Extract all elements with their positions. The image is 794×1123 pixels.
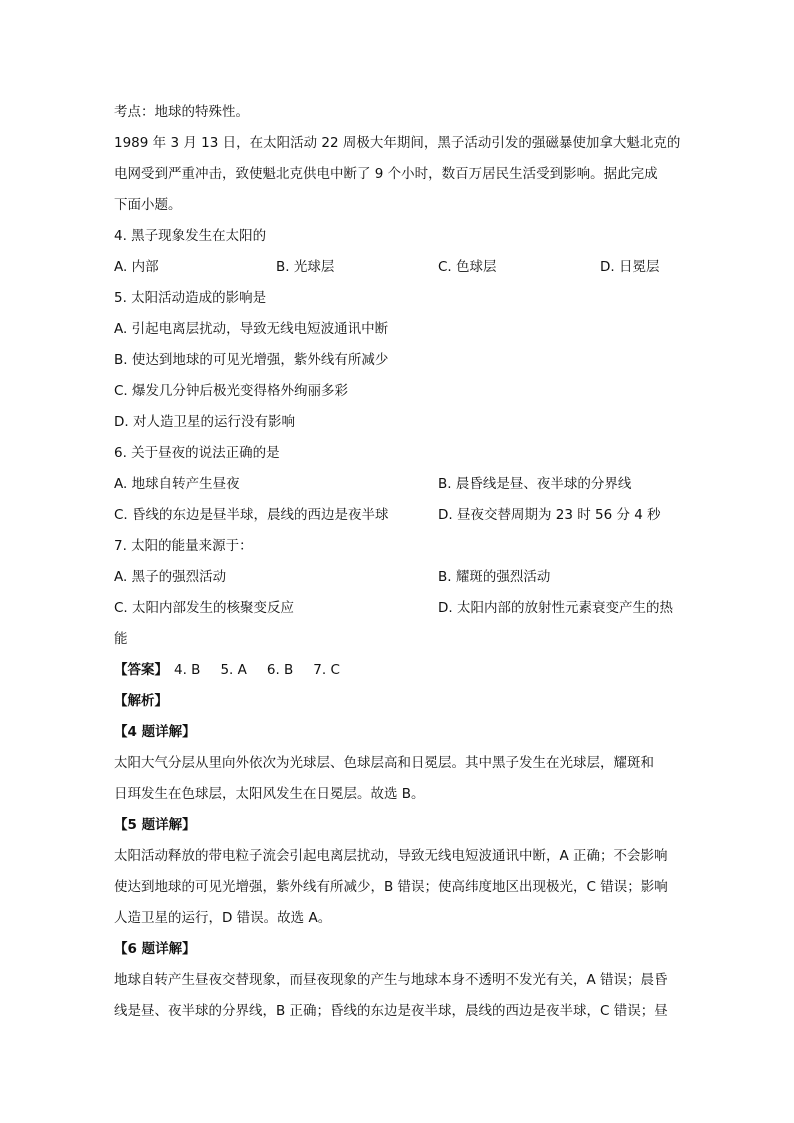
- q5-stem: 5. 太阳活动造成的影响是: [114, 290, 267, 306]
- detail-6-line-1: 地球自转产生昼夜交替现象，而昼夜现象的产生与地球本身不透明不发光有关，A 错误；晨昏: [114, 972, 668, 988]
- q7-option-d-wrap: 能: [114, 631, 128, 647]
- answer-5: 5. A: [220, 662, 247, 678]
- q6-stem: 6. 关于昼夜的说法正确的是: [114, 445, 280, 461]
- q5-option-d: D. 对人造卫星的运行没有影响: [114, 414, 295, 430]
- detail-5-line-1: 太阳活动释放的带电粒子流会引起电离层扰动，导致无线电短波通讯中断，A 正确；不会影响: [114, 848, 668, 864]
- q6-option-d: D. 昼夜交替周期为 23 时 56 分 4 秒: [438, 507, 661, 523]
- q6-option-c: C. 昏线的东边是昼半球，晨线的西边是夜半球: [114, 507, 389, 523]
- q7-stem: 7. 太阳的能量来源于：: [114, 538, 253, 554]
- detail-4-heading: 【4 题详解】: [114, 724, 196, 740]
- q7-option-b: B. 耀斑的强烈活动: [438, 569, 551, 585]
- answer-7: 7. C: [313, 662, 340, 678]
- q6-options-row-1: [114, 469, 684, 500]
- document-page: [114, 97, 684, 1027]
- q7-options-row-2: [114, 593, 684, 624]
- material-line-3: 下面小题。: [114, 197, 182, 213]
- q4-option-a: A. 内部: [114, 259, 159, 275]
- answer-line: [114, 655, 684, 686]
- q5-option-a: A. 引起电离层扰动，导致无线电短波通讯中断: [114, 321, 389, 337]
- detail-4-line-2: 日珥发生在色球层，太阳风发生在日冕层。故选 B。: [114, 786, 425, 802]
- q7-option-c: C. 太阳内部发生的核聚变反应: [114, 600, 295, 616]
- q7-option-d: D. 太阳内部的放射性元素衰变产生的热: [438, 600, 673, 616]
- material-line-1: 1989 年 3 月 13 日，在太阳活动 22 周极大年期间，黑子活动引发的强磁暴使加拿大魁北克的: [114, 135, 681, 151]
- q4-stem: 4. 黑子现象发生在太阳的: [114, 228, 267, 244]
- detail-6-heading: 【6 题详解】: [114, 941, 196, 957]
- q4-option-b: B. 光球层: [276, 259, 335, 275]
- answer-6: 6. B: [266, 662, 294, 678]
- q7-option-a: A. 黑子的强烈活动: [114, 569, 227, 585]
- q4-option-c: C. 色球层: [438, 259, 497, 275]
- jiexi-heading: 【解析】: [114, 693, 168, 709]
- detail-6-line-2: 线是昼、夜半球的分界线，B 正确；昏线的东边是夜半球，晨线的西边是夜半球，C 错误；昼: [114, 1003, 668, 1019]
- detail-5-line-3: 人造卫星的运行，D 错误。故选 A。: [114, 910, 332, 926]
- detail-5-heading: 【5 题详解】: [114, 817, 196, 833]
- material-line-2: 电网受到严重冲击，致使魁北克供电中断了 9 个小时，数百万居民生活受到影响。据此完成: [114, 166, 658, 182]
- q5-option-c: C. 爆发几分钟后极光变得格外绚丽多彩: [114, 383, 349, 399]
- q6-options-row-2: [114, 500, 684, 531]
- answer-tag: 【答案】: [114, 662, 168, 678]
- detail-4-line-1: 太阳大气分层从里向外依次为光球层、色球层高和日冕层。其中黑子发生在光球层，耀斑和: [114, 755, 654, 771]
- q6-option-a: A. 地球自转产生昼夜: [114, 476, 240, 492]
- q4-option-d: D. 日冕层: [600, 259, 660, 275]
- answer-4: 4. B: [174, 662, 201, 678]
- q6-option-b: B. 晨昏线是昼、夜半球的分界线: [438, 476, 632, 492]
- q7-options-row-1: [114, 562, 684, 593]
- q5-option-b: B. 使达到地球的可见光增强，紫外线有所减少: [114, 352, 389, 368]
- detail-5-line-2: 使达到地球的可见光增强，紫外线有所减少，B 错误；使高纬度地区出现极光，C 错误；影响: [114, 879, 668, 895]
- q4-options: [114, 252, 684, 283]
- kaodian-line: 考点：地球的特殊性。: [114, 104, 249, 120]
